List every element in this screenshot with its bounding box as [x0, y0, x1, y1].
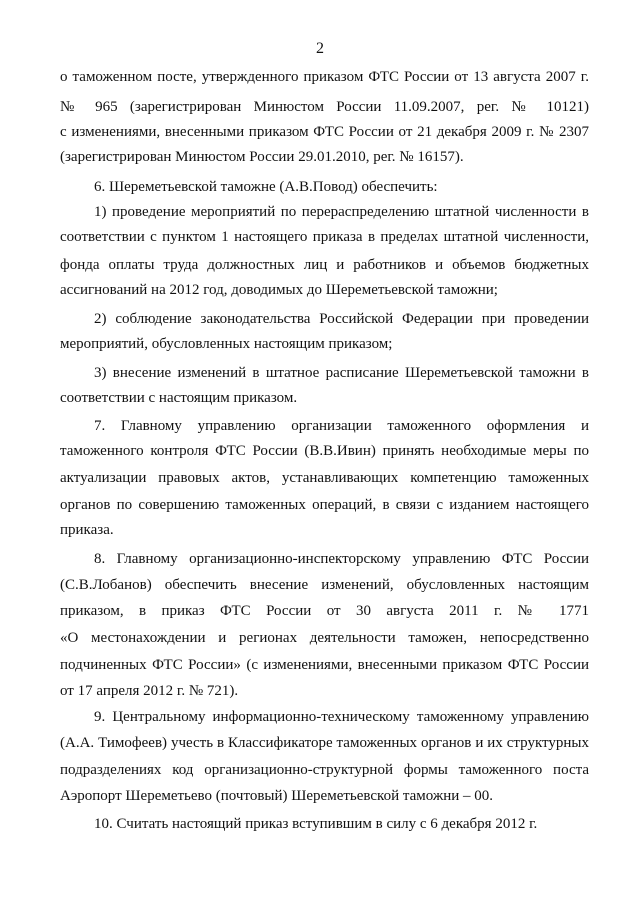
text-line: приказом, в приказ ФТС России от 30 августа 2011 г. № 1771: [60, 603, 589, 619]
text-line: «О местонахождении и регионах деятельности таможен, непосредственно: [60, 630, 589, 646]
text-line: о таможенном посте, утвержденного приказом ФТС России от 13 августа 2007 г.: [60, 69, 589, 85]
text-line: подчиненных ФТС России» (с изменениями, внесенными приказом ФТС России: [60, 657, 589, 673]
text-line: актуализации правовых актов, устанавливающих компетенцию таможенных: [60, 470, 589, 486]
text-line: подразделениях код организационно-структурной формы таможенного поста: [60, 762, 589, 778]
text-line: Аэропорт Шереметьево (почтовый) Шереметьевской таможни – 00.: [60, 788, 494, 804]
text-line: с изменениями, внесенными приказом ФТС России от 21 декабря 2009 г. № 2307: [60, 124, 589, 140]
text-line: (С.В.Лобанов) обеспечить внесение изменений, обусловленных настоящим: [60, 577, 589, 593]
text-line: соответствии с настоящим приказом.: [60, 390, 298, 406]
text-line: органов по совершению таможенных операций, в связи с изданием настоящего: [60, 497, 589, 513]
text-line: (А.А. Тимофеев) учесть в Классификаторе таможенных органов и их структурных: [60, 735, 589, 751]
page-number: 2: [316, 40, 324, 57]
text-line: фонда оплаты труда должностных лиц и работников и объемов бюджетных: [60, 257, 589, 273]
text-line: 2) соблюдение законодательства Российской Федерации при проведении: [94, 311, 589, 327]
text-line: № 965 (зарегистрирован Минюстом России 11.09.2007, рег. № 10121): [60, 99, 589, 115]
text-line: 6. Шереметьевской таможне (А.В.Повод) обеспечить:: [94, 179, 438, 195]
text-line: 9. Центральному информационно-техническому таможенному управлению: [94, 709, 589, 725]
text-line: мероприятий, обусловленных настоящим приказом;: [60, 336, 393, 352]
text-line: 8. Главному организационно-инспекторскому управлению ФТС России: [94, 551, 589, 567]
text-line: соответствии с пунктом 1 настоящего приказа в пределах штатной численности,: [60, 229, 589, 245]
text-line: от 17 апреля 2012 г. № 721).: [60, 683, 239, 699]
text-line: приказа.: [60, 522, 114, 538]
text-line: (зарегистрирован Минюстом России 29.01.2010, рег. № 16157).: [60, 149, 464, 165]
text-line: 10. Считать настоящий приказ вступившим в силу с 6 декабря 2012 г.: [94, 816, 538, 832]
text-line: 7. Главному управлению организации таможенного оформления и: [94, 418, 589, 434]
text-line: таможенного контроля ФТС России (В.В.Ивин) принять необходимые меры по: [60, 443, 589, 459]
text-line: 3) внесение изменений в штатное расписание Шереметьевской таможни в: [94, 365, 589, 381]
text-line: 1) проведение мероприятий по перераспределению штатной численности в: [94, 204, 589, 220]
text-line: ассигнований на 2012 год, доводимых до Шереметьевской таможни;: [60, 282, 498, 298]
